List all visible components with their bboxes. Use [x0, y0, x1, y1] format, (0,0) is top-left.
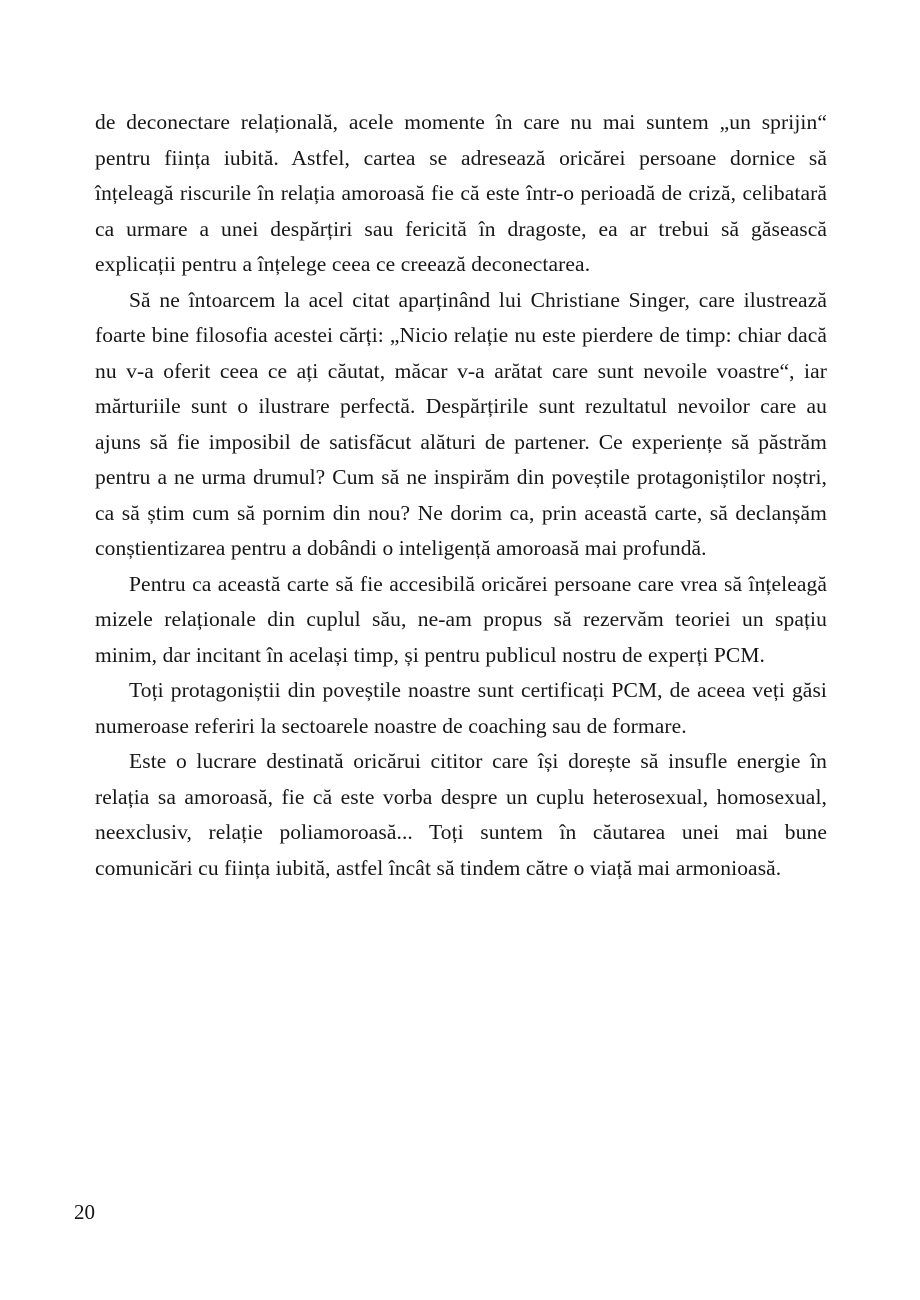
paragraph-continuation: de deconectare relațională, acele momente în care nu mai suntem „un sprijin“ pentru ființa iubită. Astfel, cartea se adresează oricărei persoane dornice să înțeleagă riscurile în relația amoroasă fie că este într-o perioadă de criză, celibatară ca urmare a unei despărțiri sau fericită în dragoste, ea ar trebui să găsească explicații pentru a înțelege ceea ce creează deconectarea. [95, 110, 827, 276]
paragraph: Toți protagoniștii din poveștile noastre sunt certificați PCM, de aceea veți găsi numeroase referiri la sectoarele noastre de coaching sau de formare. [95, 678, 827, 738]
page-text-block [95, 105, 827, 886]
paragraph: Este o lucrare destinată oricărui cititor care își dorește să insufle energie în relația sa amoroasă, fie că este vorba despre un cuplu heterosexual, homosexual, neexclusiv, relație poliamoroasă... Toți suntem în căutarea unei mai bune comunicări cu ființa iubită, astfel încât să tindem către o viață mai armonioasă. [95, 749, 827, 880]
paragraph: Pentru ca această carte să fie accesibilă oricărei persoane care vrea să înțeleagă mizele relaționale din cuplul său, ne-am propus să rezervăm teoriei un spațiu minim, dar incitant în același timp, și pentru publicul nostru de experți PCM. [95, 571, 827, 667]
paragraph: Să ne întoarcem la acel citat aparținând lui Christiane Singer, care ilustrează foarte bine filosofia acestei cărți: „Nicio relație nu este pierdere de timp: chiar dacă nu v-a oferit ceea ce ați căutat, măcar v-a arătat care sunt nevoile voastre“, iar mărturiile sunt o ilustrare perfectă. Despărțirile sunt rezultatul nevoilor care au ajuns să fie imposibil de satisfăcut alături de partener. Ce experiențe să păstrăm pentru a ne urma drumul? Cum să ne inspirăm din poveștile protagoniștilor noștri, ca să știm cum să pornim din nou? Ne dorim ca, prin această carte, să declanșăm conștientizarea pentru a dobândi o inteligență amoroasă mai profundă. [95, 287, 827, 560]
page-number: 20 [74, 1200, 95, 1224]
